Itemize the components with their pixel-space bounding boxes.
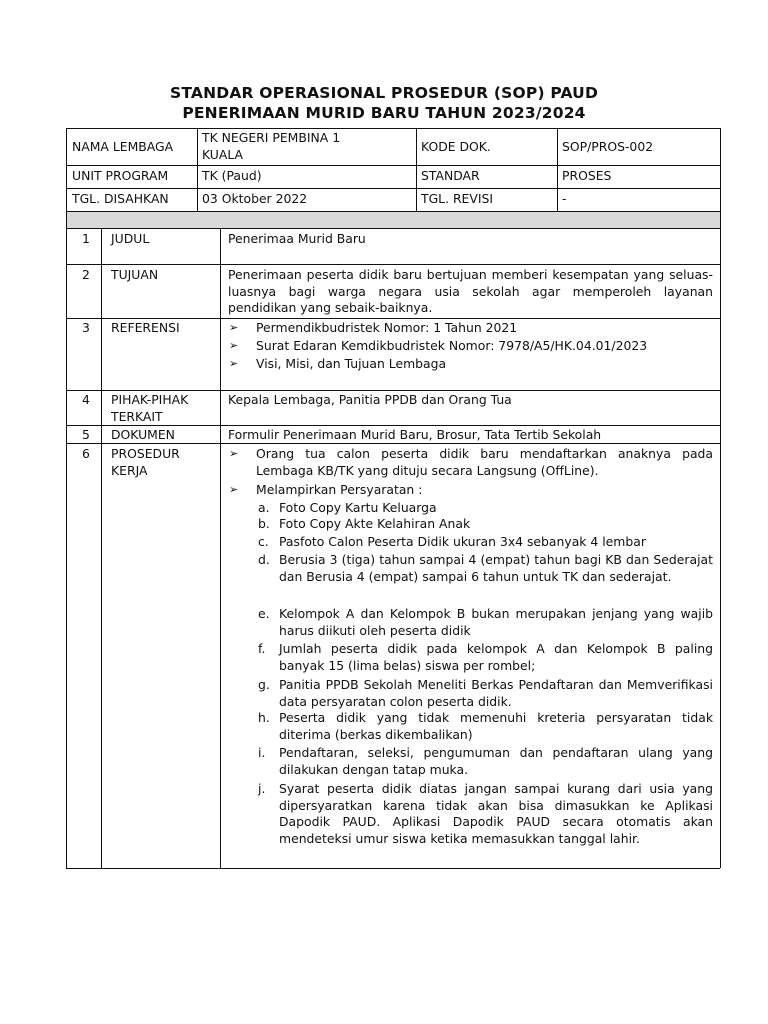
row-content-pihak: Kepala Lembaga, Panitia PPDB dan Orang Tua	[228, 392, 512, 407]
prosedur-bullet: Melampirkan Persyaratan :	[256, 482, 423, 497]
row-number: 5	[82, 427, 90, 442]
tgl-revisi-value: -	[562, 191, 567, 206]
item-letter: h.	[258, 710, 270, 725]
row-number: 3	[82, 320, 90, 335]
persyaratan-item: Pendaftaran, seleksi, pengumuman dan pendaftaran ulang yang dilakukan dengan tatap muka.	[279, 745, 713, 777]
item-letter: j.	[258, 781, 266, 796]
arrow-bullet-icon: ➢	[229, 483, 239, 496]
persyaratan-item: Kelompok A dan Kelompok B bukan merupakan jenjang yang wajib harus diikuti oleh peserta didik	[279, 606, 713, 638]
standar-value: PROSES	[562, 168, 612, 183]
document-title-line1: STANDAR OPERASIONAL PROSEDUR (SOP) PAUD	[169, 84, 599, 102]
row-label: DOKUMEN	[111, 427, 175, 442]
persyaratan-item: Peserta didik yang tidak memenuhi kreteria persyaratan tidak diterima (berkas dikembalikan)	[279, 710, 713, 742]
persyaratan-item: Pasfoto Calon Peserta Didik ukuran 3x4 sebanyak 4 lembar	[279, 534, 646, 549]
persyaratan-item: Jumlah peserta didik pada kelompok A dan Kelompok B paling banyak 15 (lima belas) siswa per rombel;	[279, 641, 713, 673]
arrow-bullet-icon: ➢	[229, 357, 239, 370]
row-label: TUJUAN	[111, 267, 159, 282]
item-letter: d.	[258, 552, 270, 567]
arrow-bullet-icon: ➢	[229, 447, 239, 460]
row-label: PIHAK-PIHAK TERKAIT	[111, 392, 189, 424]
item-letter: a.	[258, 500, 270, 515]
kode-dok-label: KODE DOK.	[421, 139, 491, 154]
row-label: JUDUL	[111, 231, 150, 246]
persyaratan-item: Berusia 3 (tiga) tahun sampai 4 (empat) tahun bagi KB dan Sederajat dan Berusia 4 (empat) sampai 6 tahun untuk TK dan sederajat.	[279, 552, 713, 584]
row-content-dokumen: Formulir Penerimaan Murid Baru, Brosur, Tata Tertib Sekolah	[228, 427, 602, 442]
persyaratan-item: Panitia PPDB Sekolah Meneliti Berkas Pendaftaran dan Memverifikasi data persyaratan colon peserta didik.	[279, 677, 713, 709]
kode-dok-value: SOP/PROS-002	[562, 139, 654, 154]
row-content-tujuan: Penerimaan peserta didik baru bertujuan memberi kesempatan yang seluas-luasnya bagi warga negara usia sekolah agar memperoleh layanan pendidikan yang sebaik-baiknya.	[228, 267, 713, 315]
arrow-bullet-icon: ➢	[229, 339, 239, 352]
prosedur-bullet: Orang tua calon peserta didik baru mendaftarkan anaknya pada Lembaga KB/TK yang dituju secara Langsung (OffLine).	[256, 446, 713, 478]
item-letter: i.	[258, 745, 266, 760]
standar-label: STANDAR	[421, 168, 480, 183]
arrow-bullet-icon: ➢	[229, 321, 239, 334]
nama-lembaga-label: NAMA LEMBAGA	[72, 139, 174, 154]
referensi-item: Permendikbudristek Nomor: 1 Tahun 2021	[256, 320, 518, 335]
persyaratan-item: Syarat peserta didik diatas jangan sampai kurang dari usia yang dipersyaratkan karena tidak akan bisa dimasukkan ke Aplikasi Dapodik PAUD. Aplikasi Dapodik PAUD secara otomatis akan mendeteksi umur siswa ketika memasukkan tanggal lahir.	[279, 781, 713, 846]
item-letter: c.	[258, 534, 269, 549]
referensi-item: Visi, Misi, dan Tujuan Lembaga	[256, 356, 447, 371]
nama-lembaga-value: TK NEGERI PEMBINA 1 KUALA	[202, 130, 341, 162]
item-letter: f.	[258, 641, 266, 656]
persyaratan-item: Foto Copy Kartu Keluarga	[279, 500, 437, 515]
tgl-disahkan-value: 03 Oktober 2022	[202, 191, 308, 206]
row-number: 1	[82, 231, 90, 246]
row-number: 6	[82, 446, 90, 461]
row-content-judul: Penerimaa Murid Baru	[228, 231, 366, 246]
item-letter: e.	[258, 606, 270, 621]
referensi-item: Surat Edaran Kemdikbudristek Nomor: 7978/A5/HK.04.01/2023	[256, 338, 648, 353]
tgl-disahkan-label: TGL. DISAHKAN	[72, 191, 169, 206]
unit-program-value: TK (Paud)	[202, 168, 262, 183]
row-number: 2	[82, 267, 90, 282]
separator-row	[67, 212, 720, 228]
item-letter: b.	[258, 516, 270, 531]
unit-program-label: UNIT PROGRAM	[72, 168, 169, 183]
persyaratan-item: Foto Copy Akte Kelahiran Anak	[279, 516, 471, 531]
row-label: REFERENSI	[111, 320, 180, 335]
tgl-revisi-label: TGL. REVISI	[421, 191, 494, 206]
document-title-line2: PENERIMAAN MURID BARU TAHUN 2023/2024	[182, 104, 586, 122]
row-number: 4	[82, 392, 90, 407]
item-letter: g.	[258, 677, 270, 692]
row-label: PROSEDUR KERJA	[111, 446, 180, 478]
